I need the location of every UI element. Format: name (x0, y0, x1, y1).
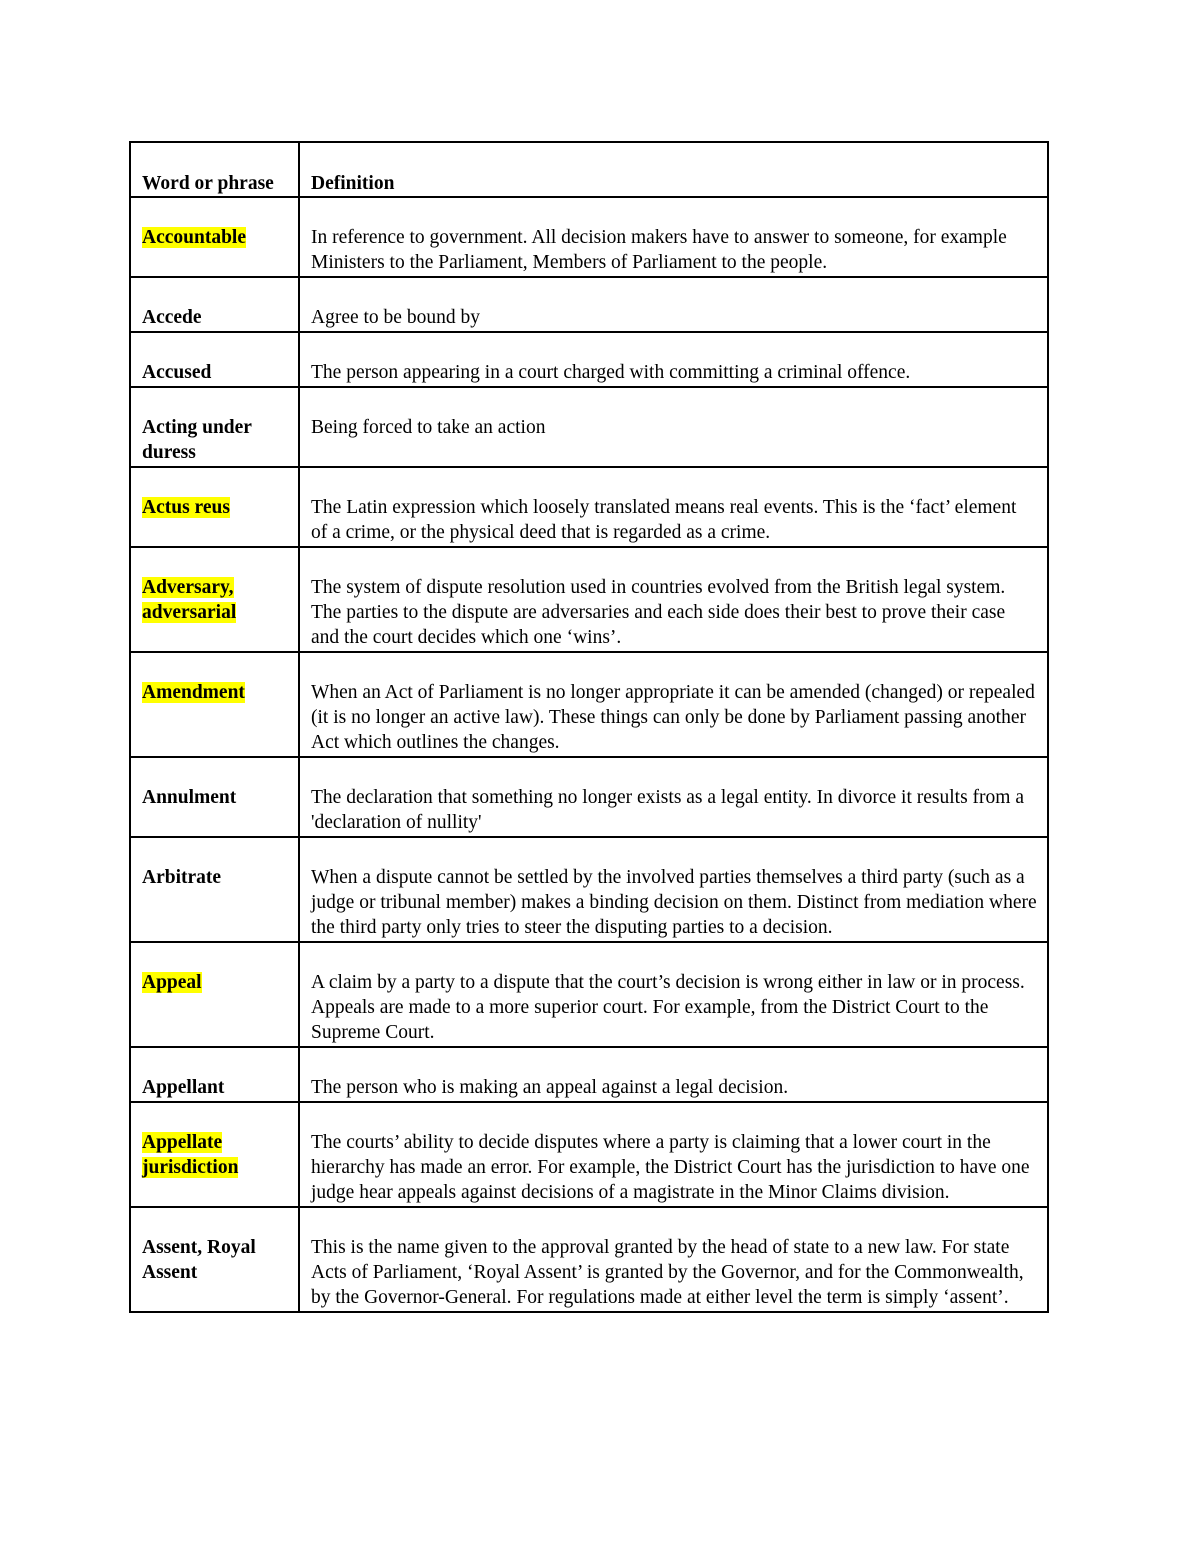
definition-text: When an Act of Parliament is no longer appropriate it can be amended (changed) or repealed (it is no longer an active law). These things can only be done by Parliament passing another Act which outlines the changes. (311, 682, 1035, 753)
definition-cell (299, 757, 1048, 837)
definition-text: The declaration that something no longer exists as a legal entity. In divorce it results from a 'declaration of nullity' (311, 787, 1024, 833)
table-row (130, 942, 1048, 1047)
table-row (130, 332, 1048, 387)
term-label: Actus reus (142, 497, 230, 518)
definition-cell (299, 1047, 1048, 1102)
definition-text: When a dispute cannot be settled by the involved parties themselves a third party (such as a judge or tribunal member) makes a binding decision on them. Distinct from mediation where the third party only tries to steer the disputing parties to a decision. (311, 867, 1037, 938)
definition-cell (299, 942, 1048, 1047)
definition-cell (299, 1102, 1048, 1207)
table-row (130, 1047, 1048, 1102)
term-label: Appeal (142, 972, 202, 993)
table-row (130, 467, 1048, 547)
term-cell (130, 547, 299, 652)
term-cell (130, 1047, 299, 1102)
table-row (130, 547, 1048, 652)
term-cell (130, 942, 299, 1047)
table-header-row (130, 142, 1048, 197)
term-label: Accede (142, 307, 202, 328)
term-cell (130, 1102, 299, 1207)
definition-cell (299, 467, 1048, 547)
definition-cell (299, 332, 1048, 387)
term-label: Acting under duress (142, 417, 252, 463)
term-cell (130, 467, 299, 547)
table-row (130, 197, 1048, 277)
term-label: Arbitrate (142, 867, 222, 888)
definition-text: The system of dispute resolution used in countries evolved from the British legal system. The parties to the dispute are adversaries and each side does their best to prove their case and the court decides which one ‘wins’. (311, 577, 1006, 648)
definition-cell (299, 1207, 1048, 1312)
header-term-label: Word or phrase (142, 173, 274, 194)
table-row (130, 1207, 1048, 1312)
term-label: Annulment (142, 787, 237, 808)
definition-text: A claim by a party to a dispute that the court’s decision is wrong either in law or in process. Appeals are made to a more superior court. For example, from the District Court to the Supreme Court. (311, 972, 1025, 1043)
table-row (130, 837, 1048, 942)
definition-text: In reference to government. All decision makers have to answer to someone, for example Ministers to the Parliament, Members of Parliament to the people. (311, 227, 1007, 273)
term-cell (130, 332, 299, 387)
table-row (130, 277, 1048, 332)
definition-text: Being forced to take an action (311, 417, 546, 438)
table-row (130, 757, 1048, 837)
header-term-cell (130, 142, 299, 197)
table-row (130, 1102, 1048, 1207)
term-cell (130, 277, 299, 332)
term-cell (130, 757, 299, 837)
term-cell (130, 387, 299, 467)
definition-cell (299, 652, 1048, 757)
term-label: Assent, Royal Assent (142, 1237, 256, 1283)
term-label: Accountable (142, 227, 246, 248)
term-label: Accused (142, 362, 212, 383)
table-row (130, 387, 1048, 467)
term-cell (130, 652, 299, 757)
definition-cell (299, 277, 1048, 332)
definition-text: The person appearing in a court charged with committing a criminal offence. (311, 362, 911, 383)
definition-text: The Latin expression which loosely translated means real events. This is the ‘fact’ element of a crime, or the physical deed that is regarded as a crime. (311, 497, 1017, 543)
header-definition-cell (299, 142, 1048, 197)
term-label: Appellant (142, 1077, 225, 1098)
term-label: Appellate jurisdiction (142, 1132, 239, 1178)
definition-text: This is the name given to the approval granted by the head of state to a new law. For state Acts of Parliament, ‘Royal Assent’ is granted by the Governor, and for the Commonwealth, by the Governor-General. For regulations made at either level the term is simply ‘assent’. (311, 1237, 1024, 1308)
definition-text: The person who is making an appeal against a legal decision. (311, 1077, 789, 1098)
term-label: Amendment (142, 682, 245, 703)
term-cell (130, 1207, 299, 1312)
definition-cell (299, 547, 1048, 652)
definition-cell (299, 387, 1048, 467)
definition-text: Agree to be bound by (311, 307, 480, 328)
header-definition-label: Definition (311, 173, 395, 194)
definition-cell (299, 197, 1048, 277)
term-cell (130, 837, 299, 942)
definition-text: The courts’ ability to decide disputes where a party is claiming that a lower court in the hierarchy has made an error. For example, the District Court has the jurisdiction to have one judge hear appeals against decisions of a magistrate in the Minor Claims division. (311, 1132, 1030, 1203)
definition-cell (299, 837, 1048, 942)
term-label: Adversary, adversarial (142, 577, 237, 623)
glossary-table (129, 141, 1049, 1313)
table-row (130, 652, 1048, 757)
term-cell (130, 197, 299, 277)
